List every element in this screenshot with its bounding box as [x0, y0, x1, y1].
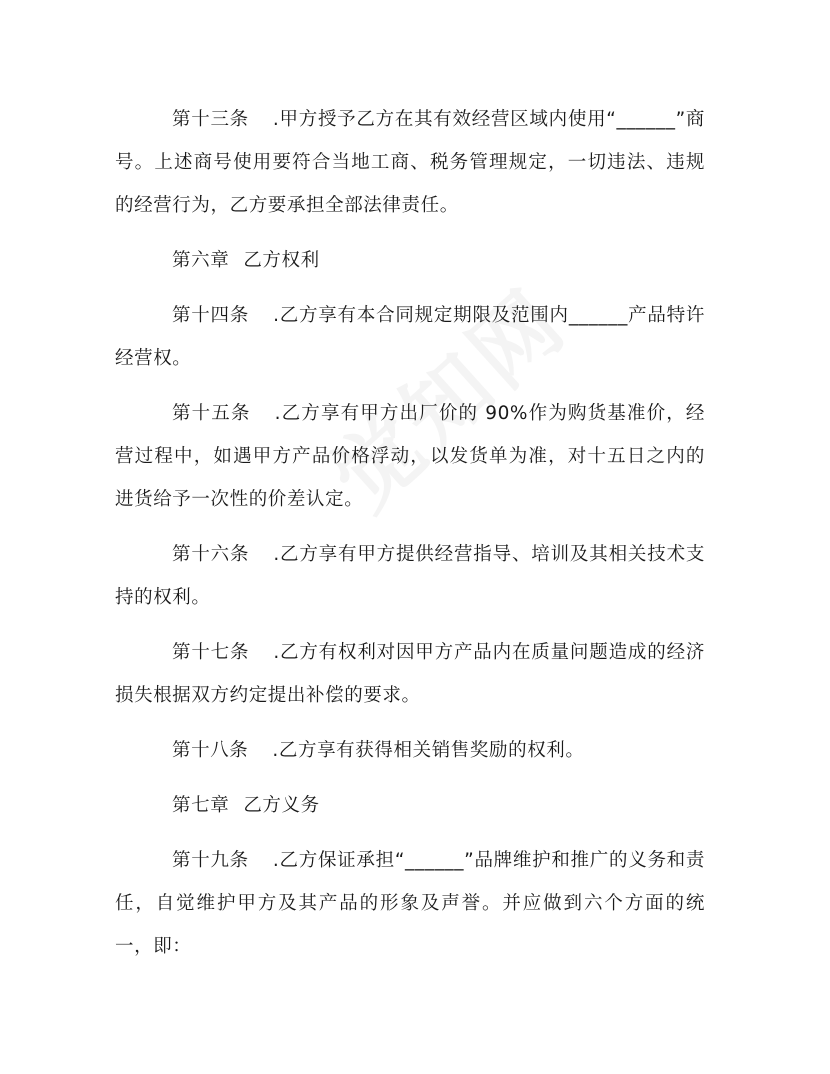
article-number: 第十三条 — [172, 109, 249, 130]
article-text: .乙方保证承担“______”品牌维护和推广的义务和责任，自觉维护甲方及其产品的形象及声誉。并应做到六个方面的统一，即： — [115, 850, 705, 957]
chapter-number: 第七章 — [172, 795, 230, 816]
article-13 — [115, 98, 705, 227]
article-15 — [115, 392, 705, 521]
chapter-number: 第六章 — [172, 250, 230, 271]
article-18 — [115, 729, 705, 772]
article-14 — [115, 294, 705, 380]
article-number: 第十八条 — [172, 740, 249, 761]
chapter-title: 乙方权利 — [243, 250, 320, 271]
article-text: .乙方享有甲方出厂价的 90%作为购货基准价，经营过程中，如遇甲方产品价格浮动，以发货单为准，对十五日之内的进货给予一次性的价差认定。 — [115, 403, 705, 510]
article-text: .乙方享有甲方提供经营指导、培训及其相关技术支持的权利。 — [115, 544, 705, 608]
article-number: 第十五条 — [172, 403, 251, 424]
article-text: .乙方享有获得相关销售奖励的权利。 — [272, 740, 585, 761]
article-text: .乙方有权利对因甲方产品内在质量问题造成的经济损失根据双方约定提出补偿的要求。 — [115, 642, 705, 706]
chapter-title: 乙方义务 — [243, 795, 320, 816]
chapter-6-heading — [115, 239, 705, 282]
article-16 — [115, 533, 705, 619]
article-number: 第十九条 — [172, 850, 249, 871]
chapter-7-heading — [115, 784, 705, 827]
article-text: .甲方授予乙方在其有效经营区域内使用“______”商号。上述商号使用要符合当地工商、税务管理规定，一切违法、违规的经营行为，乙方要承担全部法律责任。 — [115, 109, 705, 216]
article-19 — [115, 839, 705, 968]
article-text: .乙方享有本合同规定期限及范围内______产品特许经营权。 — [115, 305, 706, 369]
article-number: 第十六条 — [172, 544, 250, 565]
article-number: 第十四条 — [172, 305, 250, 326]
article-17 — [115, 631, 705, 717]
document-body — [115, 98, 705, 980]
article-number: 第十七条 — [172, 642, 250, 663]
